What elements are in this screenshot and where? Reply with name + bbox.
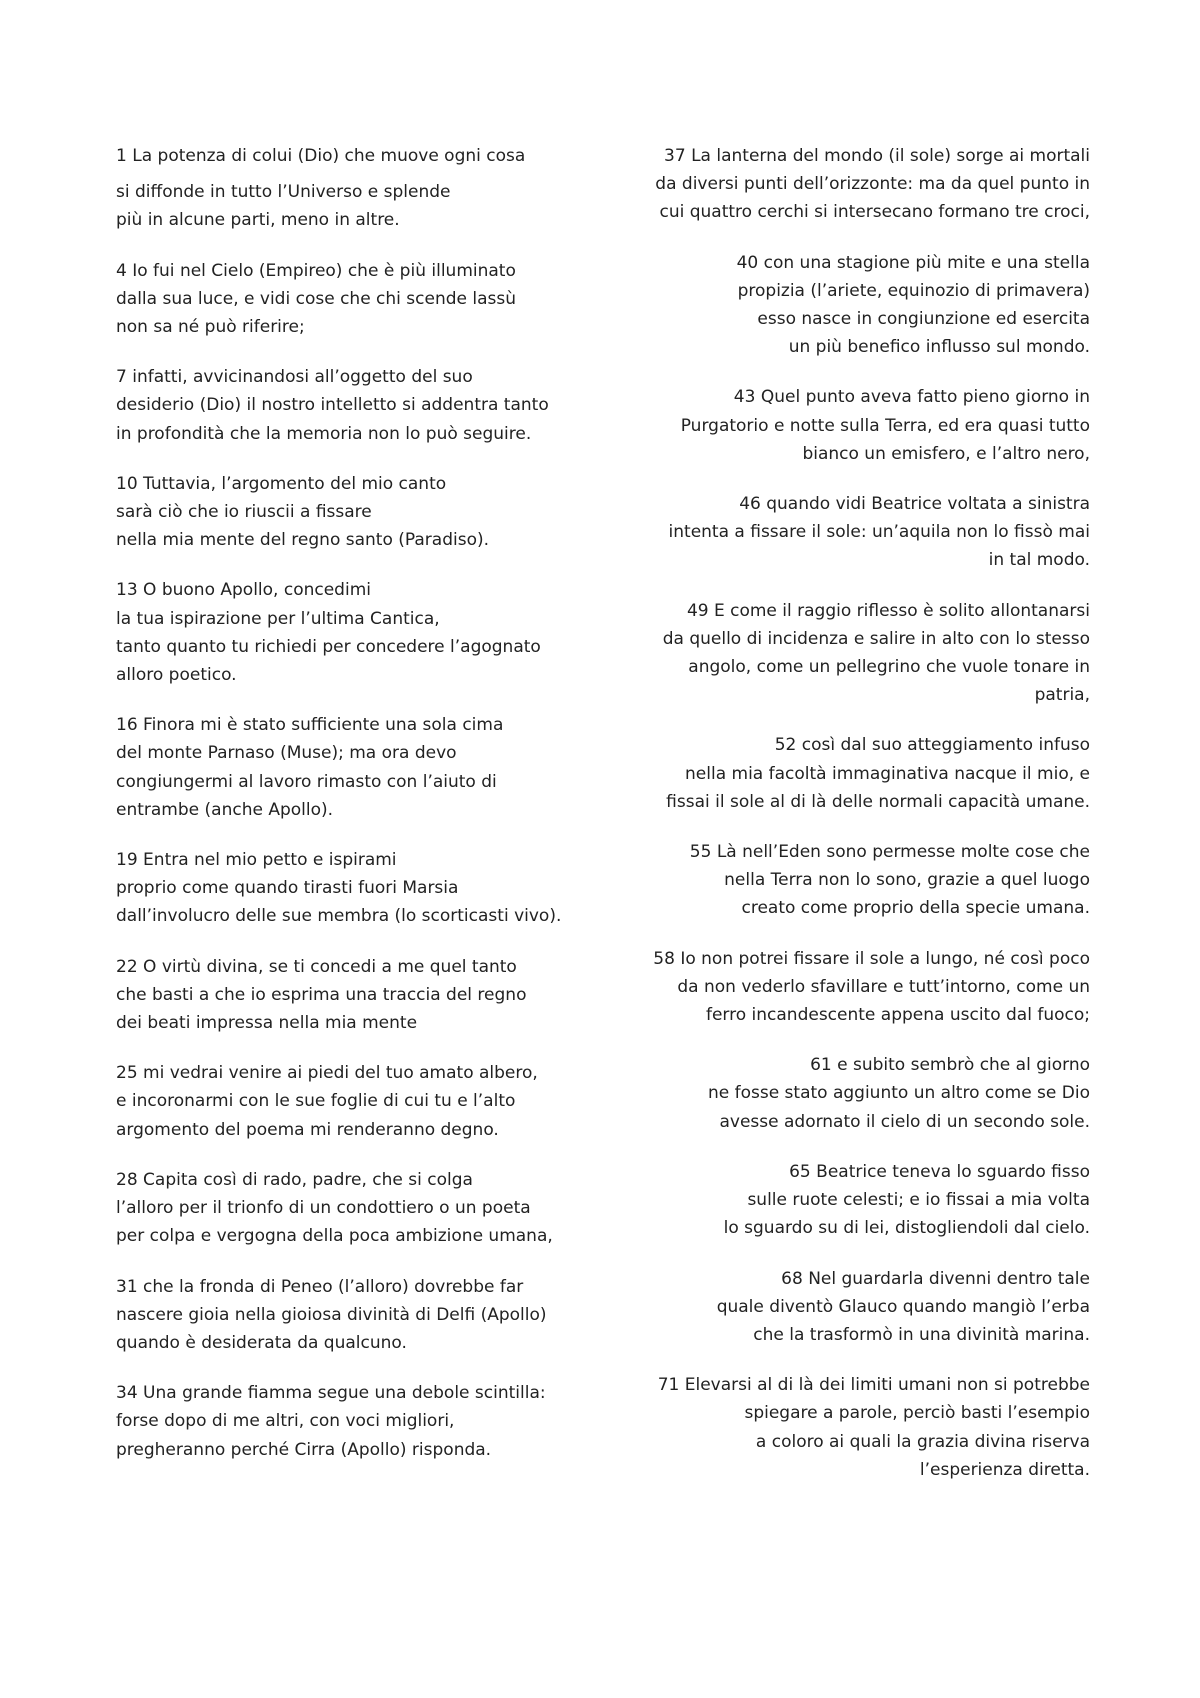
verse-text: così dal suo atteggiamento infuso: [801, 735, 1090, 756]
stanza-line: [640, 1456, 1090, 1484]
stanza-line: [640, 277, 1090, 305]
verse-number: 40: [736, 252, 759, 273]
stanza: [116, 1166, 568, 1251]
stanza-line: [116, 498, 568, 526]
verse-number: 10: [116, 473, 138, 494]
verse-number: 7: [116, 367, 127, 388]
verse-text: in profondità che la memoria non lo può seguire.: [116, 423, 532, 444]
verse-number: 46: [739, 494, 761, 515]
stanza-line: [640, 546, 1090, 574]
stanza-first-line: [640, 249, 1090, 277]
verse-text: nella mia facoltà immaginativa nacque il mio, e: [685, 763, 1090, 784]
stanza-line: [116, 902, 568, 930]
verse-text: da non vederlo sfavillare e tutt’intorno, come un: [677, 976, 1090, 997]
verse-text: La lanterna del mondo (il sole) sorge ai mortali: [691, 146, 1090, 166]
verse-text: Tuttavia, l’argomento del mio canto: [143, 473, 447, 494]
stanza-first-line: [116, 1166, 568, 1194]
verse-text: angolo, come un pellegrino che vuole tonare in: [688, 657, 1090, 678]
verse-text: nella Terra non lo sono, grazie a quel luogo: [724, 870, 1090, 891]
verse-number: 58: [653, 948, 675, 969]
verse-number: 22: [116, 956, 138, 977]
stanza-line: [640, 1428, 1090, 1456]
verse-text: Io fui nel Cielo (Empireo) che è più illuminato: [132, 260, 516, 281]
stanza: [640, 1371, 1090, 1484]
verse-text: da diversi punti dell’orizzonte: ma da quel punto in: [655, 174, 1090, 195]
stanza-line: [640, 866, 1090, 894]
stanza-line: [640, 170, 1090, 198]
verse-text: e incoronarmi con le sue foglie di cui tu e l’alto: [116, 1091, 516, 1112]
verse-number: 55: [689, 842, 712, 863]
stanza-line: [640, 760, 1090, 788]
verse-text: che la trasformò in una divinità marina.: [753, 1324, 1090, 1345]
verse-text: un più benefico influsso sul mondo.: [788, 337, 1090, 358]
verse-text: esso nasce in congiunzione ed esercita: [757, 309, 1090, 330]
verse-text: intenta a fissare il sole: un’aquila non lo fissò mai: [668, 522, 1090, 543]
verse-number: 65: [789, 1161, 811, 1182]
stanza-first-line: [116, 1059, 568, 1087]
verse-text: proprio come quando tirasti fuori Marsia: [116, 878, 459, 899]
verse-number: 28: [116, 1169, 138, 1190]
verse-text: e subito sembrò che al giorno: [837, 1055, 1090, 1076]
stanza-line: [640, 1321, 1090, 1349]
stanza-first-line: [116, 1379, 568, 1407]
stanza-line: [640, 1399, 1090, 1427]
stanza-first-line: [640, 1371, 1090, 1399]
verse-text: cui quattro cerchi si intersecano formano tre croci,: [659, 202, 1090, 223]
stanza: [640, 945, 1090, 1030]
verse-text: non sa né può riferire;: [116, 317, 305, 338]
stanza-line: [640, 973, 1090, 1001]
stanza-line: [116, 1194, 568, 1222]
stanza: [116, 711, 568, 824]
stanza-first-line: [116, 142, 568, 170]
verse-text: quando è desiderata da qualcuno.: [116, 1332, 407, 1353]
verse-text: quale diventò Glauco quando mangiò l’erba: [716, 1296, 1090, 1317]
stanza-first-line: [640, 142, 1090, 170]
stanza-first-line: [116, 1273, 568, 1301]
stanza: [116, 846, 568, 931]
verse-text: lo sguardo su di lei, distogliendoli dal cielo.: [723, 1218, 1090, 1239]
stanza-first-line: [640, 490, 1090, 518]
verse-text: del monte Parnaso (Muse); ma ora devo: [116, 743, 457, 764]
stanza-line: [640, 440, 1090, 468]
verse-number: 43: [733, 387, 756, 408]
stanza-first-line: [640, 1051, 1090, 1079]
verse-text: alloro poetico.: [116, 665, 237, 686]
verse-number: 4: [116, 260, 127, 281]
stanza-line: [116, 178, 568, 206]
stanza: [116, 142, 568, 235]
verse-text: Purgatorio e notte sulla Terra, ed era quasi tutto: [680, 415, 1090, 436]
verse-number: 16: [116, 715, 138, 736]
stanza-line: [640, 198, 1090, 226]
verse-text: mi vedrai venire ai piedi del tuo amato albero,: [143, 1063, 538, 1084]
stanza-line: [640, 625, 1090, 653]
stanza-first-line: [640, 945, 1090, 973]
verse-text: sarà ciò che io riuscii a fissare: [116, 502, 372, 523]
verse-text: avesse adornato il cielo di un secondo sole.: [719, 1111, 1090, 1132]
verse-text: nella mia mente del regno santo (Paradiso).: [116, 530, 490, 551]
stanza-line: [640, 1214, 1090, 1242]
stanza-line: [116, 1301, 568, 1329]
stanza-line: [640, 1293, 1090, 1321]
verse-text: con una stagione più mite e una stella: [763, 252, 1090, 273]
stanza: [116, 470, 568, 555]
verse-text: fissai il sole al di là delle normali capacità umane.: [666, 791, 1090, 812]
stanza-line: [116, 206, 568, 234]
stanza: [640, 1158, 1090, 1243]
verse-text: ne fosse stato aggiunto un altro come se Dio: [707, 1083, 1090, 1104]
verse-text: spiegare a parole, perciò basti l’esempio: [744, 1403, 1090, 1424]
verse-number: 61: [810, 1055, 832, 1076]
stanza: [640, 383, 1090, 468]
stanza-line: [116, 313, 568, 341]
verse-text: Finora mi è stato sufficiente una sola cima: [143, 715, 504, 736]
stanza: [116, 576, 568, 689]
stanza-first-line: [640, 1158, 1090, 1186]
verse-text: Beatrice teneva lo sguardo fisso: [816, 1161, 1090, 1182]
verse-text: Entra nel mio petto e ispirami: [143, 850, 397, 871]
stanza: [116, 1273, 568, 1358]
stanza-line: [116, 1116, 568, 1144]
stanza-line: [116, 661, 568, 689]
verse-text: Là nell’Eden sono permesse molte cose che: [716, 842, 1090, 863]
verse-text: congiungermi al lavoro rimasto con l’aiuto di: [116, 771, 497, 792]
verse-text: tanto quanto tu richiedi per concedere l’agognato: [116, 636, 541, 657]
verse-text: la tua ispirazione per l’ultima Cantica,: [116, 608, 440, 629]
verse-text: che la fronda di Peneo (l’alloro) dovrebbe far: [143, 1276, 524, 1297]
stanza-line: [640, 1001, 1090, 1029]
verse-text: dalla sua luce, e vidi cose che chi scende lassù: [116, 288, 517, 309]
stanza-line: [640, 1108, 1090, 1136]
stanza-line: [116, 1009, 568, 1037]
stanza-first-line: [640, 383, 1090, 411]
stanza: [640, 838, 1090, 923]
stanza-line: [116, 739, 568, 767]
stanza-line: [116, 605, 568, 633]
verse-text: ferro incandescente appena uscito dal fuoco;: [705, 1005, 1090, 1026]
stanza-line: [116, 526, 568, 554]
stanza: [116, 363, 568, 448]
stanza: [116, 953, 568, 1038]
verse-text: sulle ruote celesti; e io fissai a mia volta: [747, 1190, 1090, 1211]
verse-text: Capita così di rado, padre, che si colga: [143, 1169, 473, 1190]
verse-text: O virtù divina, se ti concedi a me quel tanto: [143, 956, 517, 977]
verse-text: l’esperienza diretta.: [919, 1459, 1090, 1480]
verse-text: Quel punto aveva fatto pieno giorno in: [760, 387, 1090, 408]
stanza-line: [116, 874, 568, 902]
stanza: [640, 1265, 1090, 1350]
verse-text: propizia (l’ariete, equinozio di primavera): [737, 280, 1090, 301]
verse-text: Nel guardarla divenni dentro tale: [808, 1268, 1090, 1289]
verse-text: Io non potrei fissare il sole a lungo, né così poco: [680, 948, 1090, 969]
verse-number: 68: [781, 1268, 803, 1289]
verse-text: entrambe (anche Apollo).: [116, 799, 334, 820]
verse-text: che basti a che io esprima una traccia del regno: [116, 984, 527, 1005]
verse-number: 25: [116, 1063, 138, 1084]
verse-text: dei beati impressa nella mia mente: [116, 1013, 418, 1034]
verse-text: Una grande fiamma segue una debole scintilla:: [143, 1383, 546, 1404]
stanza-line: [116, 796, 568, 824]
stanza-line: [640, 1079, 1090, 1107]
verse-number: 19: [116, 850, 138, 871]
verse-text: nascere gioia nella gioiosa divinità di Delfi (Apollo): [116, 1304, 547, 1325]
stanza-line: [116, 1407, 568, 1435]
stanza-line: [640, 894, 1090, 922]
stanza-first-line: [116, 711, 568, 739]
verse-text: pregheranno perché Cirra (Apollo) risponda.: [116, 1439, 492, 1460]
verse-text: da quello di incidenza e salire in alto con lo stesso: [662, 628, 1090, 649]
verse-number: 37: [664, 146, 686, 166]
stanza-line: [116, 1087, 568, 1115]
left-column: [116, 142, 568, 1486]
stanza: [116, 257, 568, 342]
verse-text: infatti, avvicinandosi all’oggetto del suo: [132, 367, 473, 388]
stanza-line: [116, 633, 568, 661]
verse-text: forse dopo di me altri, con voci migliori,: [116, 1411, 455, 1432]
verse-number: 31: [116, 1276, 138, 1297]
stanza-first-line: [116, 953, 568, 981]
verse-text: E come il raggio riflesso è solito allontanarsi: [713, 600, 1090, 621]
stanza-line: [116, 1436, 568, 1464]
verse-text: quando vidi Beatrice voltata a sinistra: [766, 494, 1090, 515]
verse-text: Elevarsi al di là dei limiti umani non si potrebbe: [684, 1375, 1090, 1396]
verse-text: La potenza di colui (Dio) che muove ogni cosa: [132, 146, 526, 166]
stanza-line: [116, 1222, 568, 1250]
stanza-first-line: [640, 1265, 1090, 1293]
stanza-line: [116, 285, 568, 313]
verse-number: 49: [686, 600, 709, 621]
stanza-first-line: [116, 257, 568, 285]
stanza-line: [640, 333, 1090, 361]
verse-number: 34: [116, 1383, 138, 1404]
stanza: [640, 597, 1090, 710]
verse-number: 13: [116, 580, 138, 601]
stanza-first-line: [640, 838, 1090, 866]
stanza-first-line: [116, 470, 568, 498]
stanza: [640, 249, 1090, 362]
stanza-first-line: [116, 363, 568, 391]
verse-text: dall’involucro delle sue membra (lo scorticasti vivo).: [116, 906, 562, 927]
stanza: [640, 731, 1090, 816]
stanza-line: [116, 768, 568, 796]
verse-text: in tal modo.: [988, 550, 1090, 571]
stanza: [116, 1379, 568, 1464]
verse-text: patria,: [1034, 685, 1090, 706]
stanza: [640, 142, 1090, 227]
verse-text: creato come proprio della specie umana.: [741, 898, 1090, 919]
verse-text: O buono Apollo, concedimi: [143, 580, 371, 601]
stanza-line: [640, 653, 1090, 681]
stanza-line: [640, 788, 1090, 816]
stanza-line: [640, 1186, 1090, 1214]
stanza-line: [640, 412, 1090, 440]
stanza-first-line: [640, 731, 1090, 759]
stanza: [640, 1051, 1090, 1136]
stanza-line: [640, 305, 1090, 333]
stanza-line: [116, 1329, 568, 1357]
verse-text: si diffonde in tutto l’Universo e splende: [116, 182, 451, 203]
stanza-line: [116, 420, 568, 448]
right-column: [640, 142, 1090, 1506]
stanza-first-line: [116, 576, 568, 604]
stanza-line: [116, 391, 568, 419]
verse-text: a coloro ai quali la grazia divina riserva: [755, 1431, 1090, 1452]
verse-text: più in alcune parti, meno in altre.: [116, 210, 400, 231]
verse-number: 1: [116, 146, 127, 166]
stanza-line: [640, 681, 1090, 709]
verse-number: 71: [657, 1375, 680, 1396]
verse-text: l’alloro per il trionfo di un condottiero o un poeta: [116, 1198, 531, 1219]
stanza: [116, 1059, 568, 1144]
stanza-line: [640, 518, 1090, 546]
stanza-first-line: [116, 846, 568, 874]
stanza-line: [116, 981, 568, 1009]
verse-number: 52: [774, 735, 797, 756]
verse-text: per colpa e vergogna della poca ambizione umana,: [116, 1226, 553, 1247]
verse-text: bianco un emisfero, e l’altro nero,: [802, 443, 1090, 464]
verse-text: argomento del poema mi renderanno degno.: [116, 1119, 499, 1140]
stanza: [640, 490, 1090, 575]
verse-text: desiderio (Dio) il nostro intelletto si addentra tanto: [116, 395, 549, 416]
stanza-first-line: [640, 597, 1090, 625]
